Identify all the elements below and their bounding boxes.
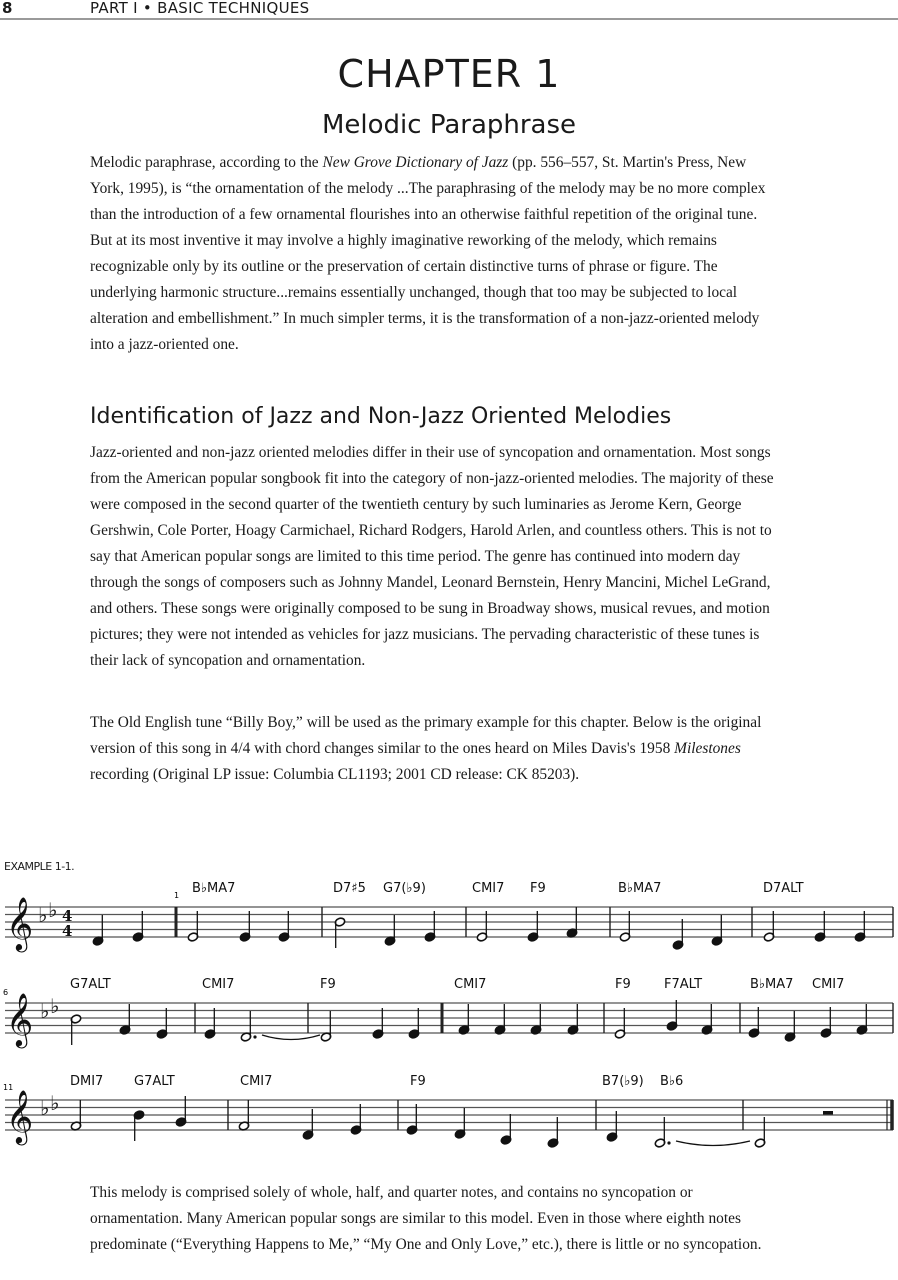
flat-icon: ♭	[48, 898, 58, 922]
staff-system-2	[5, 1003, 893, 1033]
chord-symbol: D7♯5	[333, 881, 366, 896]
page-number: 8	[2, 0, 13, 17]
chord-symbol: CMI7	[202, 977, 235, 992]
half-rest	[823, 1111, 833, 1115]
measure-number: 1	[174, 891, 180, 900]
flat-icon: ♭	[40, 999, 50, 1023]
tie	[262, 1035, 320, 1040]
intro-text-2: (pp. 556–557, St. Martin's Press, New York, 1995), is “the ornamentation of the melody ...The paraphrasing of the melody may be no more complex than the introduction of a few ornamental flourishes into an otherwise faithful repetition of the original tune. But at its most inventive it may involve a highly imaginative reworking of the melody, which remains recognizable only by its outline or the preservation of certain distinctive turns of phrase or figure. The underlying harmonic structure...remains essentially unchanged, though that too may be subjected to local alteration and embellishment.” In much simpler terms, it is the transformation of a non-jazz-oriented melody into a jazz-oriented one.	[90, 154, 766, 353]
example-intro-text-2: recording (Original LP issue: Columbia CL1193; 2001 CD release: CK 85203).	[90, 766, 580, 783]
chord-symbol: CMI7	[472, 881, 505, 896]
intro-book-title: New Grove Dictionary of Jazz	[322, 154, 509, 171]
chord-symbol: B♭MA7	[750, 977, 794, 992]
tie	[676, 1141, 750, 1146]
flat-icon: ♭	[38, 903, 48, 927]
album-title: Milestones	[674, 740, 741, 757]
chord-symbol: G7(♭9)	[383, 881, 426, 896]
chord-symbol: G7ALT	[134, 1074, 175, 1089]
chord-symbol: F9	[320, 977, 336, 992]
section-title: PART I • BASIC TECHNIQUES	[90, 0, 310, 17]
section-paragraph: Jazz-oriented and non-jazz oriented melodies differ in their use of syncopation and ornamentation. Most songs from the American popular songbook fit into the category of non-jazz-oriented melodies. The majority of these were composed in the second quarter of the twentieth century by such luminaries as Jerome Kern, George Gershwin, Cole Porter, Hoagy Carmichael, Richard Rodgers, Harold Arlen, and countless others. This is not to say that American popular songs are limited to this time period. The genre has continued into modern day through the songs of composers such as Johnny Mandel, Leonard Bernstein, Henry Mancini, Michel LeGrand, and others. These songs were originally composed to be sung in Broadway shows, musical revues, and motion pictures; they were not intended as vehicles for jazz musicians. The pervading characteristic of these tunes is their lack of syncopation and ornamentation.	[90, 444, 774, 669]
measure-number: 11	[3, 1083, 14, 1092]
chord-symbol: B♭6	[660, 1074, 684, 1089]
chord-symbol: D7ALT	[763, 881, 804, 896]
flat-icon: ♭	[50, 994, 60, 1018]
example-intro-text-1: The Old English tune “Billy Boy,” will be used as the primary example for this chapter. Below is the original version of this song in 4/4 with chord changes similar to the ones heard on Miles Davis's 1958	[90, 714, 762, 757]
music-notation	[0, 860, 898, 1160]
treble-clef-icon: 𝄞	[6, 1089, 34, 1143]
chapter-title: CHAPTER 1	[337, 52, 561, 96]
chord-symbol: F7ALT	[664, 977, 703, 992]
chord-symbol: CMI7	[454, 977, 487, 992]
notes-layer	[70, 907, 893, 1148]
example-intro-paragraph	[90, 710, 780, 788]
closing-paragraph: This melody is comprised solely of whole, half, and quarter notes, and contains no syncopation or ornamentation. Many American popular songs are similar to this model. Even in those where eighth notes predominate (“Everything Happens to Me,” “My One and Only Love,” etc.), there is little or no syncopation.	[90, 1184, 762, 1253]
section-heading: Identification of Jazz and Non-Jazz Oriented Melodies	[90, 404, 672, 429]
chord-symbol: B♭MA7	[192, 881, 236, 896]
intro-paragraph	[90, 150, 780, 358]
chord-symbol: B♭MA7	[618, 881, 662, 896]
chord-symbol: B7(♭9)	[602, 1074, 644, 1089]
chord-symbol: F9	[410, 1074, 426, 1089]
chord-symbol: F9	[530, 881, 546, 896]
time-sig-top: 4	[62, 907, 73, 925]
chord-symbol: CMI7	[240, 1074, 273, 1089]
running-head	[0, 0, 898, 20]
example-label: EXAMPLE 1-1.	[4, 860, 75, 873]
chord-symbol: F9	[615, 977, 631, 992]
flat-icon: ♭	[50, 1091, 60, 1115]
measure-number: 6	[3, 988, 9, 997]
flat-icon: ♭	[40, 1096, 50, 1120]
time-sig-bottom: 4	[62, 922, 73, 940]
treble-clef-icon: 𝄞	[6, 992, 34, 1046]
chord-symbol: G7ALT	[70, 977, 111, 992]
chapter-subtitle: Melodic Paraphrase	[321, 110, 577, 140]
chord-symbol: DMI7	[70, 1074, 104, 1089]
augmentation-dot	[667, 1141, 670, 1144]
augmentation-dot	[253, 1035, 256, 1038]
treble-clef-icon: 𝄞	[6, 896, 34, 950]
intro-text-1: Melodic paraphrase, according to the	[90, 154, 323, 171]
chord-symbol: CMI7	[812, 977, 845, 992]
